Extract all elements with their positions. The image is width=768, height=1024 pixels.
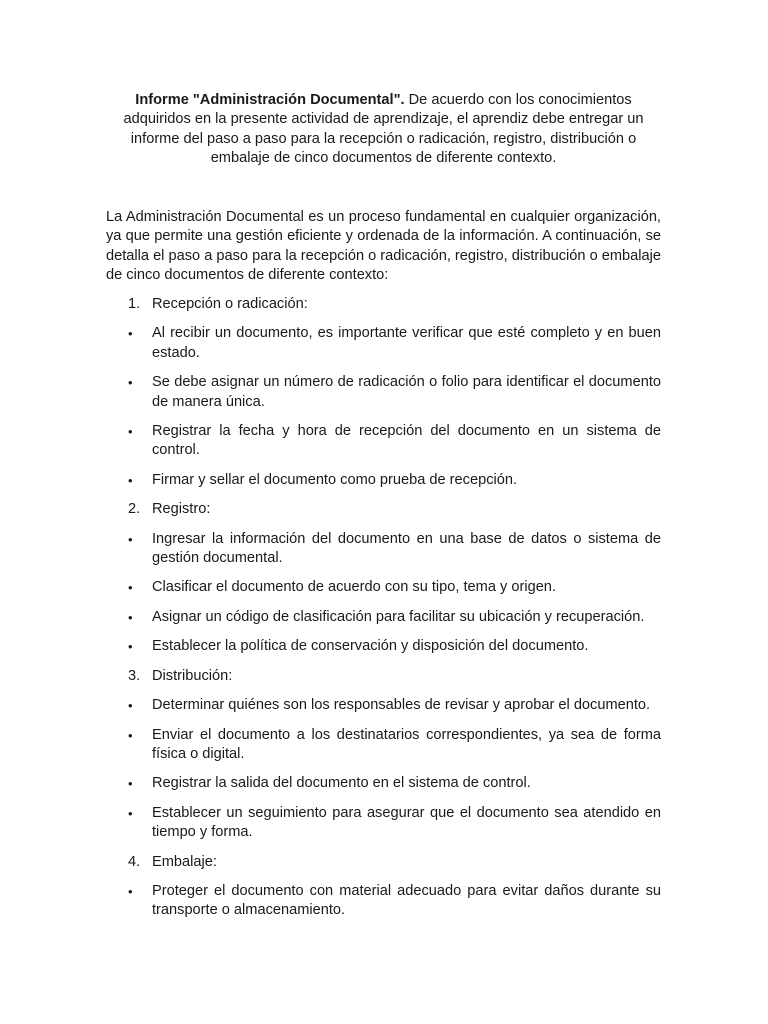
item-text: Establecer la política de conservación y disposición del documento. <box>152 638 589 655</box>
item-text: Registrar la fecha y hora de recepción del documento en un sistema de control. <box>152 423 661 459</box>
section-heading-item <box>106 295 661 314</box>
bullet-marker: • <box>128 531 133 547</box>
bullet-item <box>106 726 661 765</box>
bullet-marker: • <box>128 580 133 596</box>
item-text: Ingresar la información del documento en una base de datos o sistema de gestión documental. <box>152 530 661 567</box>
section-heading-item <box>106 667 661 686</box>
bullet-marker: • <box>128 375 133 391</box>
bullet-marker: • <box>128 776 133 792</box>
body-paragraph: La Administración Documental es un proceso fundamental en cualquier organización, ya que permite una gestión eficiente y ordenada de la información. A continuación, se detalla el paso a paso para la recepción o radicación, registro, distribución o embalaje de cinco documentos de diferente contexto: <box>106 209 661 284</box>
bullet-item <box>106 530 661 569</box>
bullet-item <box>106 324 661 363</box>
bullet-marker: • <box>128 472 133 488</box>
item-text: Proteger el documento con material adecuado para evitar daños durante su transporte o almacenamiento. <box>152 882 661 919</box>
item-text: Registro: <box>152 501 211 518</box>
bullet-marker: • <box>128 609 133 625</box>
item-text: Al recibir un documento, es importante verificar que esté completo y en buen estado. <box>152 325 661 361</box>
item-text: Embalaje: <box>152 853 217 870</box>
item-text: Determinar quiénes son los responsables de revisar y aprobar el documento. <box>152 697 651 714</box>
item-text: Clasificar el documento de acuerdo con su tipo, tema y origen. <box>152 579 556 596</box>
report-title: Informe "Administración Documental". <box>135 92 405 108</box>
bullet-marker: • <box>128 639 133 655</box>
bullet-item <box>106 696 661 715</box>
list-number: 1. <box>128 296 141 312</box>
bullet-marker: • <box>128 805 133 821</box>
section-heading-item <box>106 853 661 872</box>
intro-paragraph <box>106 91 661 169</box>
bullet-marker: • <box>128 698 133 714</box>
bullet-item <box>106 804 661 843</box>
bullet-marker: • <box>128 424 133 440</box>
item-text: Asignar un código de clasificación para facilitar su ubicación y recuperación. <box>152 608 645 625</box>
item-text: Recepción o radicación: <box>152 296 308 312</box>
bullet-marker: • <box>128 727 133 743</box>
steps-list <box>106 295 661 931</box>
bullet-item <box>106 882 661 921</box>
item-text: Enviar el documento a los destinatarios correspondientes, ya sea de forma física o digital. <box>152 726 661 762</box>
bullet-item <box>106 608 661 627</box>
bullet-item <box>106 637 661 656</box>
item-text: Se debe asignar un número de radicación o folio para identificar el documento de manera única. <box>152 374 661 410</box>
list-number: 3. <box>128 667 141 684</box>
bullet-marker: • <box>128 883 133 899</box>
item-text: Firmar y sellar el documento como prueba de recepción. <box>152 471 518 488</box>
bullet-item <box>106 373 661 412</box>
bullet-item <box>106 422 661 461</box>
bullet-marker: • <box>128 326 133 342</box>
section-heading-item <box>106 500 661 519</box>
list-number: 4. <box>128 853 141 870</box>
bullet-item <box>106 471 661 490</box>
list-number: 2. <box>128 501 141 518</box>
item-text: Establecer un seguimiento para asegurar que el documento sea atendido en tiempo y forma. <box>152 804 661 841</box>
item-text: Registrar la salida del documento en el sistema de control. <box>152 775 531 792</box>
intro-text: De acuerdo con los conocimientos adquiridos en la presente actividad de aprendizaje, el aprendiz debe entregar un informe del paso a paso para la recepción o radicación, registro, distribución o embalaje de cinco documentos de diferente contexto. <box>123 92 644 167</box>
bullet-item <box>106 774 661 793</box>
bullet-item <box>106 578 661 597</box>
item-text: Distribución: <box>152 667 233 684</box>
